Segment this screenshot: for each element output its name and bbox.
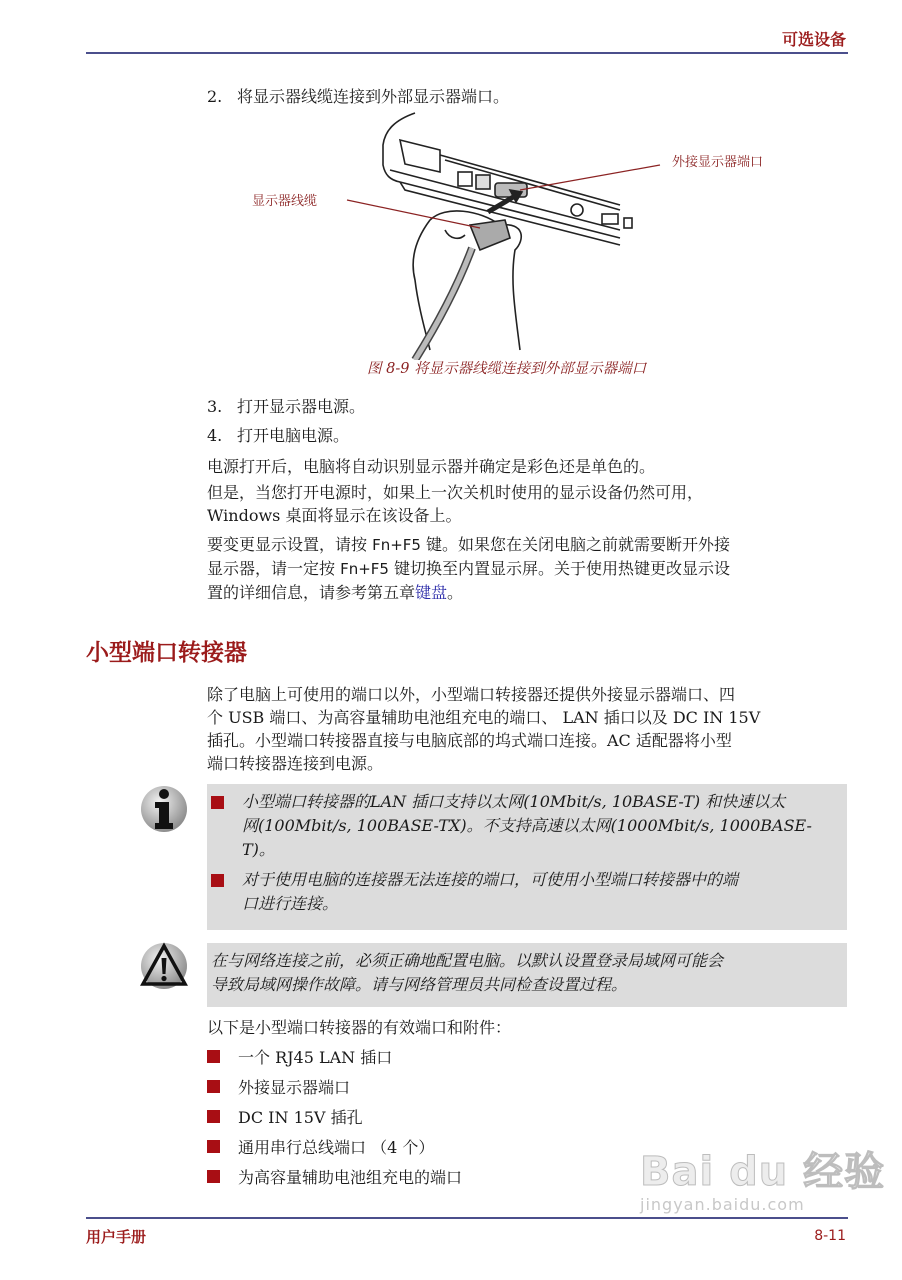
chapter-header: 可选设备 xyxy=(781,30,846,49)
step-number: 4. xyxy=(207,426,223,445)
step-number: 2. xyxy=(207,87,223,106)
page-number: 8-11 xyxy=(814,1228,846,1244)
watermark-url: jingyan.baidu.com xyxy=(640,1195,805,1214)
bullet-icon xyxy=(207,1140,220,1153)
text: 显示器，请一定按 xyxy=(207,559,341,578)
list-item-text: 为高容量辅助电池组充电的端口 xyxy=(238,1168,463,1187)
figure-caption: 图 8-9 将显示器线缆连接到外部显示器端口 xyxy=(367,361,647,377)
ports-intro: 以下是小型端口转接器的有效端口和附件： xyxy=(207,1018,512,1037)
list-item xyxy=(207,1045,392,1068)
keyboard-chapter-link[interactable]: 键盘 xyxy=(415,583,448,602)
warning-note-box xyxy=(207,943,847,1007)
paragraph-line: 但是，当您打开电源时，如果上一次关机时使用的显示设备仍然可用， xyxy=(207,483,704,502)
list-item xyxy=(207,1075,350,1098)
paragraph-change-display xyxy=(207,533,847,604)
text: 键切换至内置显示屏。关于使用热键更改显示设 xyxy=(388,559,731,578)
watermark-brand: Bai du 经验 xyxy=(640,1149,886,1195)
step-4 xyxy=(207,424,349,447)
list-item xyxy=(207,1165,462,1188)
text: 置的详细信息，请参考第五章 xyxy=(207,583,416,602)
paragraph-line xyxy=(207,557,847,581)
note-line: T)。 xyxy=(242,840,275,859)
hotkey-fn-f5: Fn+F5 xyxy=(340,560,389,578)
bullet-icon xyxy=(207,1050,220,1063)
note-item xyxy=(207,868,847,916)
footer-rule xyxy=(86,1217,848,1219)
bullet-icon xyxy=(211,796,224,809)
step-2 xyxy=(207,85,509,108)
paragraph-line: 除了电脑上可使用的端口以外，小型端口转接器还提供外接显示器端口、四 xyxy=(207,685,736,704)
text: 要变更显示设置，请按 xyxy=(207,535,373,554)
step-3 xyxy=(207,395,365,418)
list-item xyxy=(207,1105,363,1128)
list-item-text: 一个 RJ45 LAN 插口 xyxy=(238,1048,393,1067)
paragraph-previous-display xyxy=(207,481,847,527)
list-item-text: 外接显示器端口 xyxy=(238,1078,351,1097)
note-line: 导致局域网操作故障。请与网络管理员共同检查设置过程。 xyxy=(211,975,628,994)
paragraph-auto-detect: 电源打开后，电脑将自动识别显示器并确定是彩色还是单色的。 xyxy=(207,457,656,476)
note-line: 网(100Mbit/s, 100BASE-TX)。不支持高速以太网(1000Mbit/s, 1000BASE- xyxy=(242,816,812,835)
step-number: 3. xyxy=(207,397,223,416)
bullet-icon xyxy=(211,874,224,887)
note-line: 在与网络连接之前，必须正确地配置电脑。以默认设置登录局域网可能会 xyxy=(211,951,724,970)
note-line: 对于使用电脑的连接器无法连接的端口，可使用小型端口转接器中的端 xyxy=(242,870,739,889)
paragraph-line xyxy=(207,581,847,604)
bullet-icon xyxy=(207,1110,220,1123)
note-line: 口进行连接。 xyxy=(242,894,339,913)
list-item xyxy=(207,1135,434,1158)
step-text: 打开显示器电源。 xyxy=(237,397,366,416)
hotkey-fn-f5: Fn+F5 xyxy=(372,536,421,554)
paragraph-line: Windows 桌面将显示在该设备上。 xyxy=(207,506,462,525)
note-line: 小型端口转接器的LAN 插口支持以太网(10Mbit/s, 10BASE-T) 和快速以太 xyxy=(242,792,786,811)
laptop-vga-illustration xyxy=(240,110,800,360)
info-icon xyxy=(140,785,188,837)
paragraph-line: 插孔。小型端口转接器直接与电脑底部的坞式端口连接。AC 适配器将小型 xyxy=(207,731,732,750)
step-text: 将显示器线缆连接到外部显示器端口。 xyxy=(237,87,510,106)
info-note-box xyxy=(207,784,847,930)
header-rule xyxy=(86,52,848,54)
step-text: 打开电脑电源。 xyxy=(237,426,350,445)
paragraph-line xyxy=(207,533,847,557)
note-item xyxy=(207,790,847,862)
bullet-icon xyxy=(207,1170,220,1183)
paragraph-line: 个 USB 端口、为高容量辅助电池组充电的端口、 LAN 插口以及 DC IN 15V xyxy=(207,708,761,727)
note-text xyxy=(242,790,812,862)
text: 。 xyxy=(447,583,464,602)
section-intro xyxy=(207,683,847,775)
paragraph-line: 端口转接器连接到电源。 xyxy=(207,754,384,773)
figure-illustration xyxy=(240,110,800,360)
baidu-watermark xyxy=(640,1140,885,1214)
section-title: 小型端口转接器 xyxy=(86,640,247,666)
label-monitor-cable: 显示器线缆 xyxy=(252,194,318,209)
note-text xyxy=(242,868,738,916)
text: 键。如果您在关闭电脑之前就需要断开外接 xyxy=(420,535,731,554)
warning-icon xyxy=(140,942,188,994)
footer-manual-title: 用户手册 xyxy=(86,1228,147,1246)
list-item-text: DC IN 15V 插孔 xyxy=(238,1108,363,1127)
warning-text xyxy=(207,943,847,997)
list-item-text: 通用串行总线端口 （4 个） xyxy=(238,1138,435,1157)
label-external-monitor-port: 外接显示器端口 xyxy=(672,155,764,170)
bullet-icon xyxy=(207,1080,220,1093)
